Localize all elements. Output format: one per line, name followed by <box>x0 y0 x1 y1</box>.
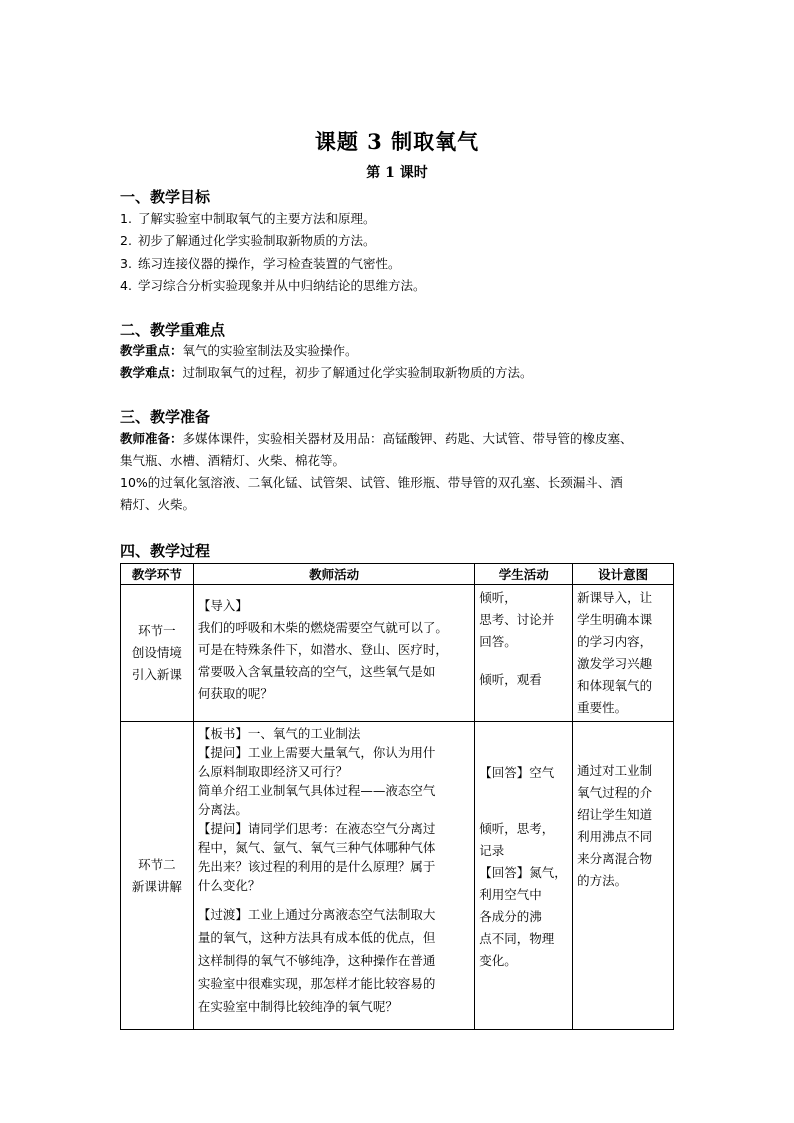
stage-cell <box>121 722 194 1030</box>
teacher-line: 程中，氮气、氩气、氧气三种气体哪种气体 <box>197 840 436 855</box>
intent-line: 激发学习兴趣 <box>577 656 653 671</box>
student-line: 点不同，物理 <box>479 931 555 946</box>
intent-line: 通过对工业制 <box>577 763 653 778</box>
stage-line: 新课讲解 <box>131 878 182 894</box>
page-title: 课题 3 制取氧气 <box>314 129 480 154</box>
design-intent-cell <box>573 722 674 1030</box>
teacher-line: 实验室中很难实现，那怎样才能比较容易的 <box>197 976 436 991</box>
stage-line: 创设情境 <box>131 645 182 660</box>
key-point-text: 氧气的实验室制法及实验操作。 <box>182 343 358 358</box>
student-activity-cell <box>475 585 573 722</box>
student-line: 回答。 <box>479 634 517 649</box>
teacher-line: 在实验室中制得比较纯净的氧气呢？ <box>197 999 398 1014</box>
intent-line: 重要性。 <box>577 700 628 715</box>
intent-line: 和体现氧气的 <box>577 678 653 693</box>
table-row <box>121 585 674 722</box>
goal-text: 初步了解通过化学实验制取新物质的方法。 <box>138 233 376 248</box>
teacher-line: 么原料制取即经济又可行？ <box>197 764 348 779</box>
goal-text: 学习综合分析实验现象并从中归纳结论的思维方法。 <box>138 278 426 293</box>
goal-text: 练习连接仪器的操作，学习检查装置的气密性。 <box>138 256 401 271</box>
goal-item <box>120 231 376 251</box>
student-line: 【回答】空气 <box>479 765 555 780</box>
table-header-row <box>121 564 674 585</box>
intent-line: 利用沸点不同 <box>577 829 653 844</box>
teacher-line: 简单介绍工业制氧气具体过程——液态空气 <box>197 783 436 798</box>
goal-item <box>120 209 376 229</box>
key-point-line <box>120 340 680 362</box>
section-heading-keypoints: 二、教学重难点 <box>120 321 226 339</box>
table-row <box>121 722 674 1030</box>
intent-line: 新课导入，让 <box>577 590 653 605</box>
preparation-label: 教师准备： <box>120 431 183 446</box>
goal-number: 2. <box>120 233 132 248</box>
teacher-line: 分离法。 <box>197 802 248 817</box>
teacher-line: 【过渡】工业上通过分离液态空气法制取大 <box>197 907 436 922</box>
teacher-line: 这样制得的氧气不够纯净，这种操作在普通 <box>197 953 436 968</box>
student-line: 【回答】氮气， <box>479 865 567 880</box>
teacher-line: 【板书】一、氧气的工业制法 <box>197 726 361 741</box>
student-line: 利用空气中 <box>479 887 542 902</box>
column-header: 教师活动 <box>193 564 474 585</box>
student-line: 倾听，观看 <box>479 672 542 687</box>
preparation-text: 多媒体课件，实验相关器材及用品：高锰酸钾、药匙、大试管、带导管的橡皮塞、 <box>182 431 633 446</box>
stage-cell <box>121 585 194 722</box>
section-heading-preparation: 三、教学准备 <box>120 408 211 426</box>
student-line: 思考、讨论并 <box>479 612 555 627</box>
intent-line: 绍让学生知道 <box>577 807 653 822</box>
goal-number: 3. <box>120 256 132 271</box>
preparation-line: 精灯、火柴。 <box>120 497 196 512</box>
intent-line: 来分离混合物 <box>577 851 653 866</box>
teacher-line: 什么变化？ <box>197 878 261 893</box>
teaching-process-table <box>120 563 674 1030</box>
column-header: 教学环节 <box>121 564 194 585</box>
intent-line: 的方法。 <box>577 873 628 888</box>
teacher-line: 何获取的呢？ <box>197 686 273 701</box>
stage-line: 环节一 <box>138 623 176 638</box>
preparation-line: 集气瓶、水槽、酒精灯、火柴、棉花等。 <box>120 453 346 468</box>
goal-item <box>120 276 426 296</box>
student-line: 记录 <box>479 843 505 858</box>
goal-item <box>120 254 401 274</box>
student-activity-cell <box>475 722 573 1030</box>
student-line: 倾听，思考， <box>479 821 555 836</box>
teacher-line: 先出来？该过程的利用的是什么原理？属于 <box>197 859 436 874</box>
design-intent-cell <box>573 585 674 722</box>
goal-number: 4. <box>120 278 132 293</box>
section-heading-goals: 一、教学目标 <box>120 188 211 206</box>
teacher-line: 量的氧气，这种方法具有成本低的优点，但 <box>197 930 436 945</box>
column-header: 设计意图 <box>573 564 674 585</box>
column-header: 学生活动 <box>475 564 573 585</box>
student-line: 各成分的沸 <box>479 909 542 924</box>
teacher-line: 【导入】 <box>197 598 248 613</box>
stage-line: 环节二 <box>138 856 176 872</box>
teacher-line: 【提问】请同学们思考：在液态空气分离过 <box>197 821 436 836</box>
section-heading-process: 四、教学过程 <box>120 542 211 560</box>
teacher-line: 可是在特殊条件下，如潜水、登山、医疗时， <box>197 642 448 657</box>
key-point-label: 教学重点： <box>120 343 183 358</box>
preparation-line <box>120 428 680 450</box>
student-line: 变化。 <box>479 953 517 968</box>
teacher-line: 常要吸入含氧量较高的空气，这些氧气是如 <box>197 664 436 679</box>
teacher-activity-cell <box>193 585 474 722</box>
difficulty-label: 教学难点： <box>120 365 183 380</box>
difficulty-text: 过制取氧气的过程，初步了解通过化学实验制取新物质的方法。 <box>182 365 533 380</box>
teacher-line: 我们的呼吸和木柴的燃烧需要空气就可以了。 <box>197 620 448 635</box>
preparation-line: 10%的过氧化氢溶液、二氧化锰、试管架、试管、锥形瓶、带导管的双孔塞、长颈漏斗、酒 <box>120 475 623 490</box>
intent-line: 学生明确本课 <box>577 612 653 627</box>
intent-line: 氧气过程的介 <box>577 785 653 800</box>
page-subtitle: 第 1 课时 <box>366 165 428 181</box>
teacher-line: 【提问】工业上需要大量氧气，你认为用什 <box>197 745 436 760</box>
goal-text: 了解实验室中制取氧气的主要方法和原理。 <box>138 211 376 226</box>
student-line: 倾听， <box>479 590 517 605</box>
difficulty-line <box>120 362 680 384</box>
goal-number: 1. <box>120 211 132 226</box>
stage-line: 引入新课 <box>131 667 182 682</box>
teacher-activity-cell <box>193 722 474 1030</box>
intent-line: 的学习内容， <box>577 634 653 649</box>
